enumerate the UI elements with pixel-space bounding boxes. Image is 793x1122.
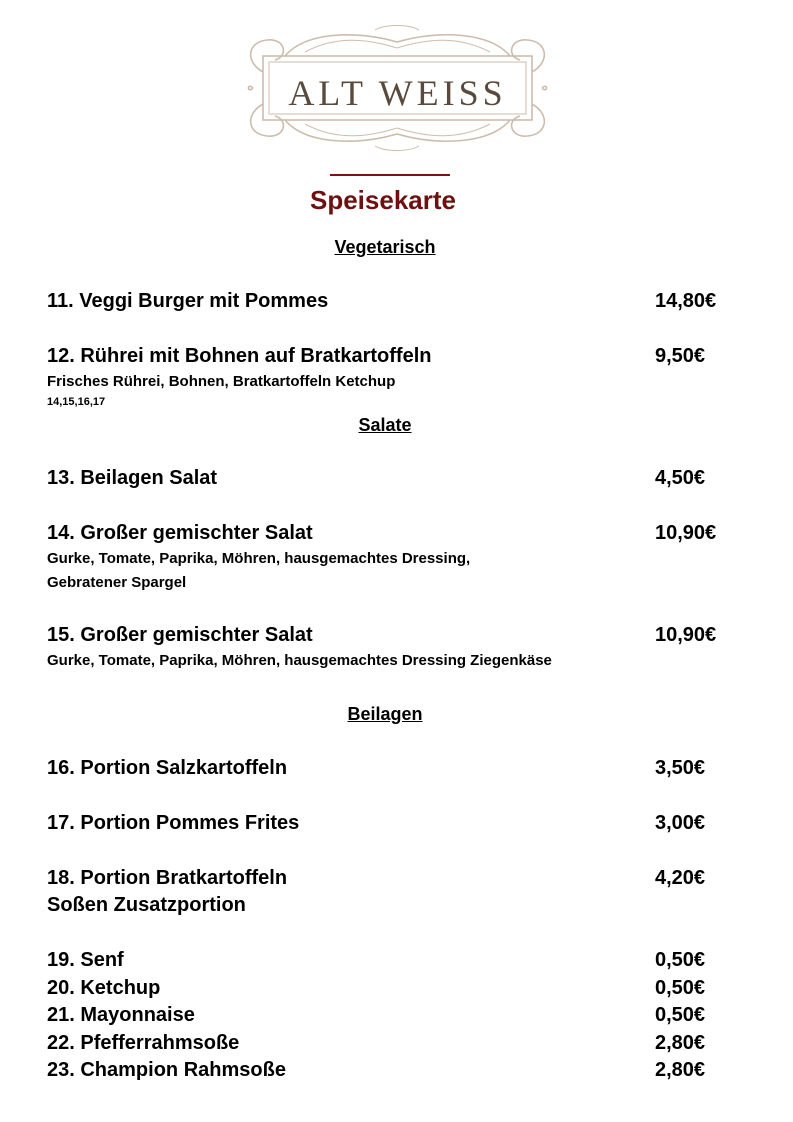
sauce-item-price: 2,80€ (655, 1032, 706, 1054)
menu-item-name: 17. Portion Pommes Frites (47, 812, 300, 834)
menu-item-price: 3,50€ (655, 757, 706, 779)
sauce-item-name: 22. Pfefferrahmsoße (47, 1032, 240, 1054)
sauce-item-price: 0,50€ (655, 1004, 706, 1026)
menu-item-description: Gebratener Spargel (47, 574, 187, 591)
sauce-item-price: 0,50€ (655, 977, 706, 999)
menu-item-price: 4,50€ (655, 467, 706, 489)
sauce-item-name: 23. Champion Rahmsoße (47, 1059, 286, 1081)
menu-item-description: Gurke, Tomate, Paprika, Möhren, hausgemachtes Dressing, (47, 550, 471, 567)
sauce-item-price: 0,50€ (655, 949, 706, 971)
page-title: Speisekarte (310, 185, 456, 215)
menu-item-name: 15. Großer gemischter Salat (47, 624, 313, 646)
menu-item-price: 10,90€ (655, 522, 717, 544)
menu-item-price: 9,50€ (655, 345, 706, 367)
restaurant-logo (245, 22, 550, 154)
menu-item-price: 4,20€ (655, 867, 706, 889)
menu-item-name: 18. Portion Bratkartoffeln (47, 867, 288, 889)
menu-item-description: Frisches Rührei, Bohnen, Bratkartoffeln Ketchup (47, 373, 396, 390)
section-heading-vegetarisch: Vegetarisch (334, 237, 436, 257)
menu-item-name: 14. Großer gemischter Salat (47, 522, 313, 544)
title-divider (330, 174, 450, 176)
brand-name: ALT WEISS (288, 73, 507, 113)
section-heading-salate: Salate (358, 415, 412, 435)
menu-item-name: 16. Portion Salzkartoffeln (47, 757, 288, 779)
sauce-item-name: 20. Ketchup (47, 977, 161, 999)
sauces-subheading: Soßen Zusatzportion (47, 894, 246, 916)
menu-item-allergens: 14,15,16,17 (47, 396, 106, 408)
menu-item-description: Gurke, Tomate, Paprika, Möhren, hausgemachtes Dressing Ziegenkäse (47, 652, 552, 669)
menu-item-name: 12. Rührei mit Bohnen auf Bratkartoffeln (47, 345, 432, 367)
sauce-item-name: 19. Senf (47, 949, 124, 971)
menu-item-price: 3,00€ (655, 812, 706, 834)
menu-item-name: 11. Veggi Burger mit Pommes (47, 290, 329, 312)
menu-item-price: 14,80€ (655, 290, 717, 312)
menu-item-price: 10,90€ (655, 624, 717, 646)
menu-item-name: 13. Beilagen Salat (47, 467, 218, 489)
section-heading-beilagen: Beilagen (347, 704, 423, 724)
sauce-item-price: 2,80€ (655, 1059, 706, 1081)
sauce-item-name: 21. Mayonnaise (47, 1004, 195, 1026)
